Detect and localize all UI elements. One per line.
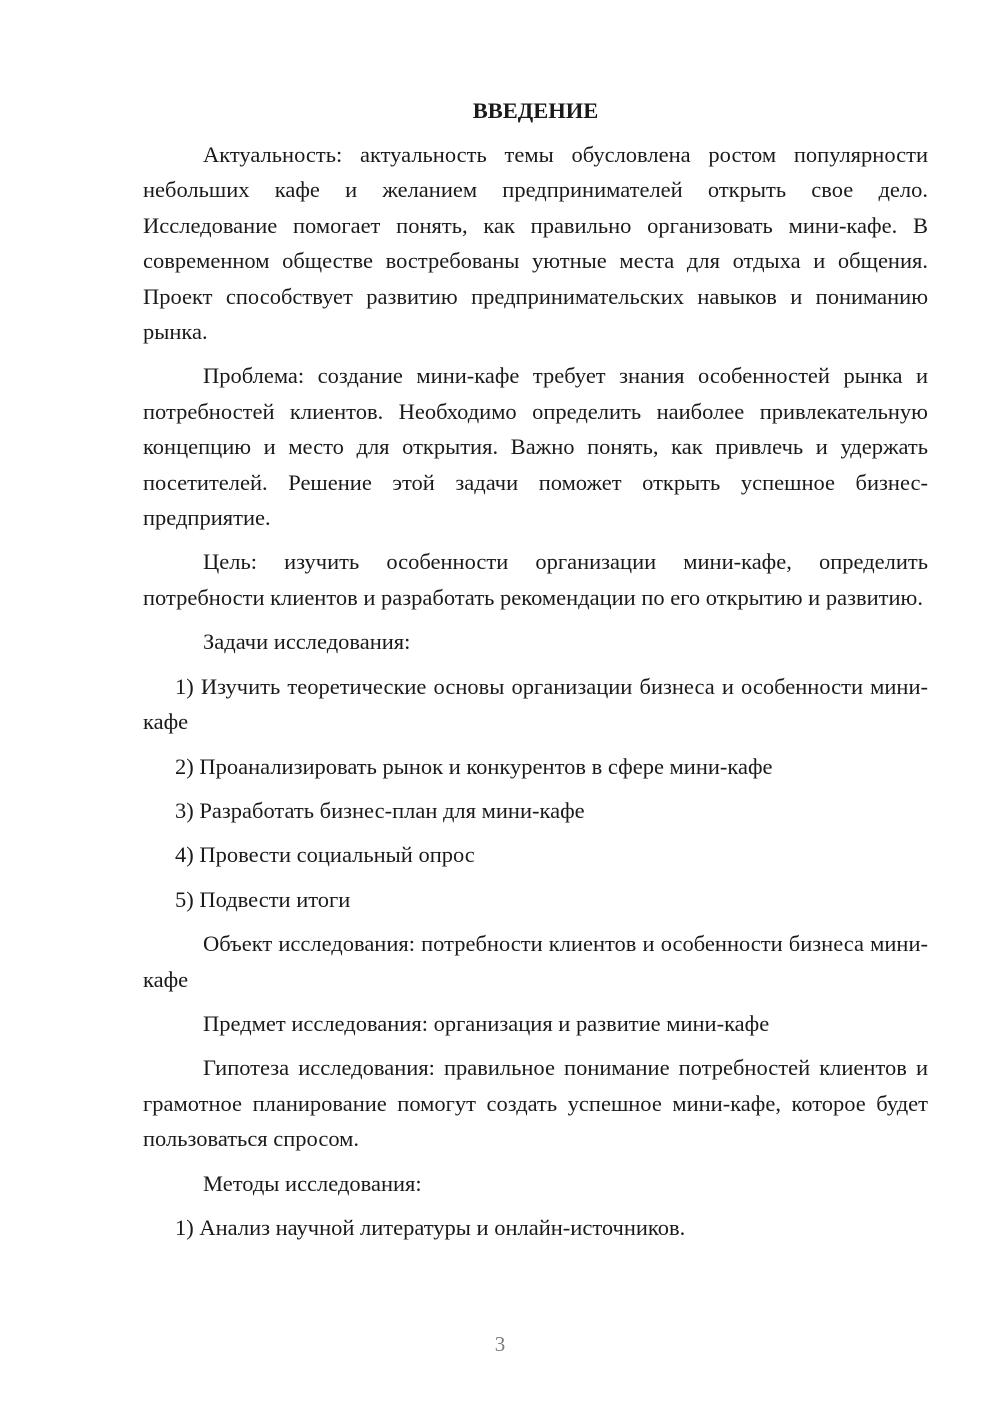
goal-paragraph: Цель: изучить особенности организации мини-кафе, определить потребности клиентов и разработать рекомендации по его открытию и развитию.	[143, 549, 928, 610]
object-paragraph: Объект исследования: потребности клиентов и особенности бизнеса мини-кафе	[143, 931, 928, 992]
task-item: 3) Разработать бизнес-план для мини-кафе	[175, 797, 585, 823]
task-item: 5) Подвести итоги	[175, 886, 351, 912]
relevance-paragraph: Актуальность: актуальность темы обусловлена ростом популярности небольших кафе и желанием предпринимателей открыть свое дело. Исследование помогает понять, как правильно организовать мини-кафе. В современном обществе востребованы уютные места для отдыха и общения. Проект способствует развитию предпринимательских навыков и пониманию рынка.	[143, 142, 928, 345]
hypothesis-paragraph: Гипотеза исследования: правильное понимание потребностей клиентов и грамотное планирование помогут создать успешное мини-кафе, которое будет пользоваться спросом.	[143, 1055, 928, 1152]
task-item: 1) Изучить теоретические основы организации бизнеса и особенности мини-кафе	[143, 673, 928, 735]
subject-paragraph: Предмет исследования: организация и развитие мини-кафе	[203, 1010, 770, 1036]
task-item: 4) Провести социальный опрос	[175, 842, 475, 868]
document-page	[143, 95, 928, 1254]
section-heading: ВВЕДЕНИЕ	[472, 98, 599, 123]
methods-title: Методы исследования:	[203, 1170, 422, 1196]
task-item: 2) Проанализировать рынок и конкурентов в сфере мини-кафе	[175, 753, 773, 779]
method-item: 1) Анализ научной литературы и онлайн-источников.	[175, 1214, 686, 1240]
page-number: 3	[494, 1332, 506, 1356]
problem-paragraph: Проблема: создание мини-кафе требует знания особенностей рынка и потребностей клиентов. Необходимо определить наиболее привлекательную концепцию и место для открытия. Важно понять, как привлечь и удержать посетителей. Решение этой задачи поможет открыть успешное бизнес-предприятие.	[143, 363, 928, 531]
tasks-title: Задачи исследования:	[203, 629, 411, 655]
